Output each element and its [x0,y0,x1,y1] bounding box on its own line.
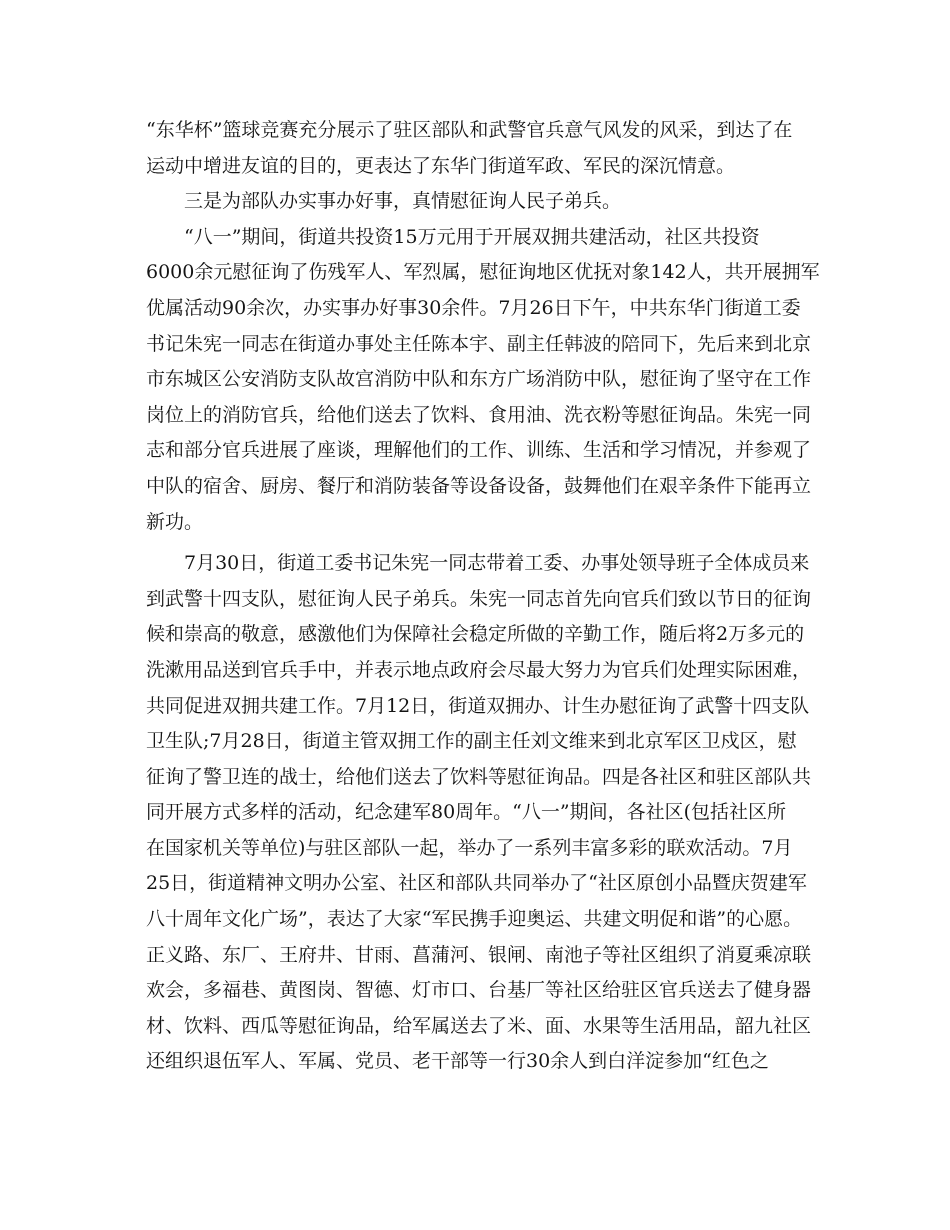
text-line: “八一”期间，街道共投资15万元用于开展双拥共建活动，社区共投资 [184,225,760,248]
text-line: 书记朱宪一同志在街道办事处主任陈本宇、副主任韩波的陪同下，先后来到北京 [146,332,812,355]
text-line: 欢会，多福巷、黄图岗、智德、灯市口、台基厂等社区给驻区官兵送去了健身器 [146,979,812,1002]
text-line: 25日，街道精神文明办公室、社区和部队共同举办了“社区原创小品暨庆贺建军 [146,872,807,895]
text-line: 正义路、东厂、王府井、甘雨、菖蒲河、银闸、南池子等社区组织了消夏乘凉联 [146,943,812,966]
text-line: 卫生队;7月28日，街道主管双拥工作的副主任刘文维来到北京军区卫戍区，慰 [146,730,797,753]
text-line: 优属活动90余次，办实事办好事30余件。7月26日下午，中共东华门街道工委 [146,296,801,319]
text-line: 还组织退伍军人、军属、党员、老干部等一行30余人到白洋淀参加“红色之 [146,1050,769,1073]
text-line: 志和部分官兵进展了座谈，理解他们的工作、训练、生活和学习情况，并参观了 [146,439,812,462]
text-line: 新功。 [146,510,204,533]
text-line: 候和崇高的敬意，感激他们为保障社会稳定所做的辛勤工作，随后将2万多元的 [146,623,805,646]
text-line: 洗漱用品送到官兵手中，并表示地点政府会尽最大努力为官兵们处理实际困难， [146,658,812,681]
text-line: 在国家机关等单位)与驻区部队一起，举办了一系列丰富多彩的联欢活动。7月 [146,836,793,859]
text-line: 征询了警卫连的战士，给他们送去了饮料等慰征询品。四是各社区和驻区部队共 [146,765,812,788]
text-line: “东华杯”篮球竞赛充分展示了驻区部队和武警官兵意气风发的风采，到达了在 [146,119,793,141]
text-line: 岗位上的消防官兵，给他们送去了饮料、食用油、洗衣粉等慰征询品。朱宪一同 [146,403,812,426]
text-line: 7月30日，街道工委书记朱宪一同志带着工委、办事处领导班子全体成员来 [184,552,810,575]
text-line: 中队的宿舍、厨房、餐厅和消防装备等设备设备，鼓舞他们在艰辛条件下能再立 [146,474,812,497]
text-line: 同开展方式多样的活动，纪念建军80周年。“八一”期间，各社区(包括社区所 [146,801,787,824]
text-line: 共同促进双拥共建工作。7月12日，街道双拥办、计生办慰征询了武警十四支队 [146,694,810,717]
text-line: 6000余元慰征询了伤残军人、军烈属，慰征询地区优抚对象142人，共开展拥军 [146,261,820,284]
document-body [146,113,820,1080]
text-line: 市东城区公安消防支队故宫消防中队和东方广场消防中队，慰征询了坚守在工作 [146,368,812,391]
text-line: 八十周年文化广场”，表达了大家“军民携手迎奥运、共建文明促和谐”的心愿。 [146,908,803,931]
text-line: 到武警十四支队，慰征询人民子弟兵。朱宪一同志首先向官兵们致以节日的征询 [146,587,812,610]
text-line: 材、饮料、西瓜等慰征询品，给军属送去了米、面、水果等生活用品，韶九社区 [146,1014,812,1037]
text-line: 运动中增进友谊的目的，更表达了东华门街道军政、军民的深沉情意。 [146,154,736,177]
text-line: 三是为部队办实事办好事，真情慰征询人民子弟兵。 [184,190,622,213]
